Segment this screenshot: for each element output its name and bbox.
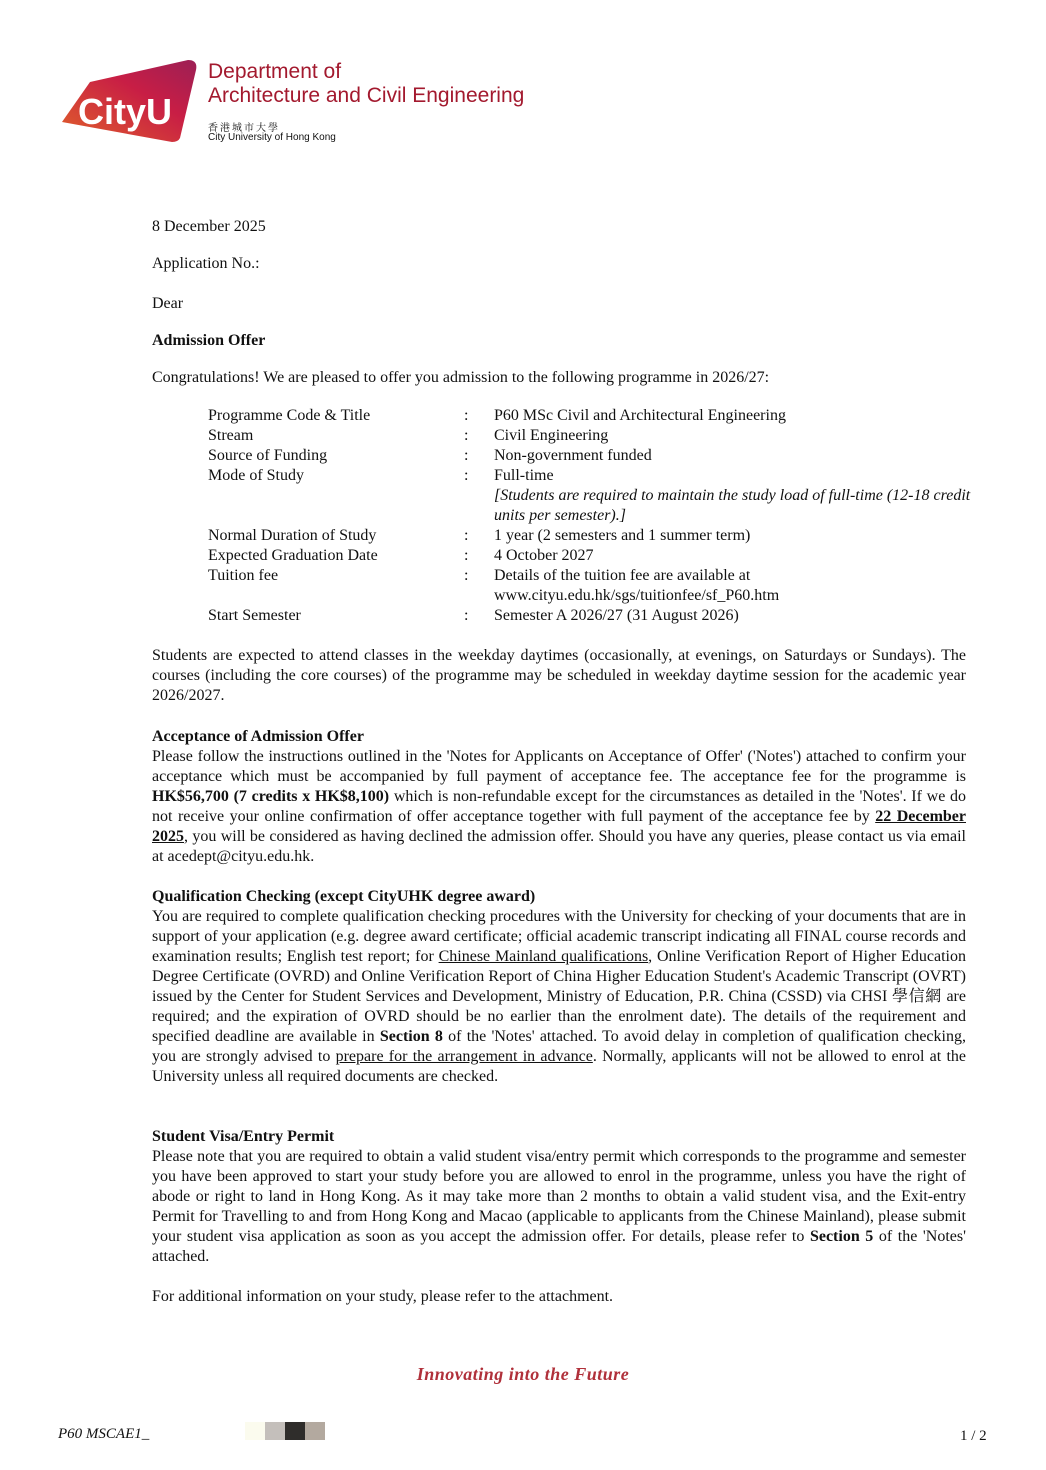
salutation: Dear (152, 295, 184, 312)
university-name-english: City University of Hong Kong (208, 132, 336, 143)
application-number-label: Application No.: (152, 255, 260, 272)
reference-code: P60 MSCAE1_ (58, 1426, 150, 1442)
closing-text: For additional information on your study, please refer to the attachment. (152, 1288, 614, 1305)
offer-letter-page: CityU Department of Architecture and Civil Engineering 香港城市大學 City University of Hong Kong 8 December 2025 Application No.: Dear Admission Offer Congratulations! We are pleased to offer you admission to the following programme in 2026/27: Programme Code & Title : P60 MSc Civil and Architectural Engineering Stream : Civil Engineering Source of Funding : Non-government funded Mode of Study : Full-time [Students are required to maintain the study load of full-time (12-18 credit units per semester).] Normal Duration of Study : 1 year (2 semesters and 1 summer term) Expected Graduation Date : 4 October 2027 Tuition fee : Details of the tuition fee are available at www.cityu.edu.hk/sgs/tuitionfee/sf_P60.htm Start Semester : Semester A 2026/27 (31 August 2026) Students are expected to attend classes in the weekday daytimes (occasionally, at evenings, on Saturdays or Sundays). The courses (including the core courses) of the programme may be scheduled in weekday daytime session for the academic year 2026/2027. Acceptance of Admission Offer Please follow the instructions outlined in the 'Notes for Applicants on Acceptance of Offer' ('Notes') attached to confirm your acceptance which must be accompanied by full payment of acceptance fee. The acceptance fee for the programme is HK$56,700 (7 credits x HK$8,100) which is non-refundable except for the circumstances as detailed in the 'Notes'. If we do not receive your online confirmation of offer acceptance together with full payment of the acceptance fee by 22 December 2025, you will be considered as having declined the admission offer. Should you have any queries, please contact us via email at acedept@cityu.edu.hk. Qualification Checking (except CityUHK degree award) You are required to complete qualification checking procedures with the University for checking of your documents that are in support of your application (e.g. degree award certificate; official academic transcript indicating all FINAL course records and examination results; English test report; for Chinese Mainland qualifications, Online Verification Report of Higher Education Degree Certificate (OVRD) and Online Verification Report of China Higher Education Student's Academic Transcript (OVRT) issued by the Center for Student Services and Development, Ministry of Education, P.R. China (CSSD) via CHSI 學信網 are required; and the expiration of OVRD should be no earlier than the enrolment date). The details of the requirement and specified deadline are available in Section 8 of the 'Notes' attached. To avoid delay in completion of qualification checking, you are strongly advised to prepare for the arrangement in advance. Normally, applicants will not be allowed to enrol at the University unless all required documents are checked. Student Visa/Entry Permit Please note that you are required to obtain a valid student visa/entry permit which corresponds to the programme and semester you have been approved to start your study before you are allowed to enrol in the programme, unless you have the right of abode or right to land in Hong Kong. As it may take more than 2 months to obtain a valid student visa, and the Exit-entry Permit for Travelling to and from Hong Kong and Macao (applicable to applicants from the Chinese Mainland), please submit your student visa application as soon as you accept the admission offer. For details, please refer to Section 5 of the 'Notes' attached. For additional information on your study, please refer to the attachment. Innovating into the Future P60 MSCAE1_ 1 / 2 (0, 0, 1046, 1470)
redacted-block (245, 1422, 325, 1440)
cityu-logo (62, 60, 198, 142)
intro-text: Congratulations! We are pleased to offer you admission to the following programme in 2026/27: (152, 369, 770, 386)
visa-section: Student Visa/Entry Permit Please note that you are required to obtain a valid student visa/entry permit which corresponds to the programme and semester you have been approved to start your study before you are allowed to enrol in the programme, unless you have the right of abode or right to land in Hong Kong. As it may take more than 2 months to obtain a valid student visa, and the Exit-entry Permit for Travelling to and from Hong Kong and Macao (applicable to applicants from the Chinese Mainland), please submit your student visa application as soon as you accept the admission offer. For details, please refer to Section 5 of the 'Notes' attached. (152, 1128, 967, 1265)
university-name-chinese: 香港城市大學 (208, 123, 280, 134)
footer-slogan: Innovating into the Future (416, 1364, 630, 1384)
acceptance-section: Acceptance of Admission Offer Please follow the instructions outlined in the 'Notes for Applicants on Acceptance of Offer' ('Notes') attached to confirm your acceptance which must be accompanied by full payment of acceptance fee. The acceptance fee for the programme is HK$56,700 (7 credits x HK$8,100) which is non-refundable except for the circumstances as detailed in the 'Notes'. If we do not receive your online confirmation of offer acceptance together with full payment of the acceptance fee by 22 December 2025, you will be considered as having declined the admission offer. Should you have any queries, please contact us via email at acedept@cityu.edu.hk. (152, 728, 967, 865)
subject-heading: Admission Offer (152, 332, 266, 349)
prepare-arrangement-link[interactable]: prepare for the arrangement in advance (335, 1048, 593, 1065)
letter-date: 8 December 2025 (152, 218, 266, 235)
svg-text:CityU: CityU (78, 91, 173, 132)
schedule-paragraph: Students are expected to attend classes in the weekday daytimes (occasionally, at evenings, on Saturdays or Sundays). The courses (including the core courses) of the programme may be scheduled in weekday daytime session for the academic year 2026/2027. (152, 647, 966, 704)
chinese-mainland-qualifications-link[interactable]: Chinese Mainland qualifications (438, 948, 649, 965)
page-number: 1 / 2 (960, 1428, 987, 1444)
department-name: Department of Architecture and Civil Engineering (208, 60, 525, 107)
qualification-section: Qualification Checking (except CityUHK degree award) You are required to complete qualification checking procedures with the University for checking of your documents that are in support of your application (e.g. degree award certificate; official academic transcript indicating all FINAL course records and examination results; English test report; for Chinese Mainland qualifications, Online Verification Report of Higher Education Degree Certificate (OVRD) and Online Verification Report of China Higher Education Student's Academic Transcript (OVRT) issued by the Center for Student Services and Development, Ministry of Education, P.R. China (CSSD) via CHSI 學信網 are required; and the expiration of OVRD should be no earlier than the enrolment date). The details of the requirement and specified deadline are available in Section 8 of the 'Notes' attached. To avoid delay in completion of qualification checking, you are strongly advised to prepare for the arrangement in advance. Normally, applicants will not be allowed to enrol at the University unless all required documents are checked. (152, 888, 967, 1085)
